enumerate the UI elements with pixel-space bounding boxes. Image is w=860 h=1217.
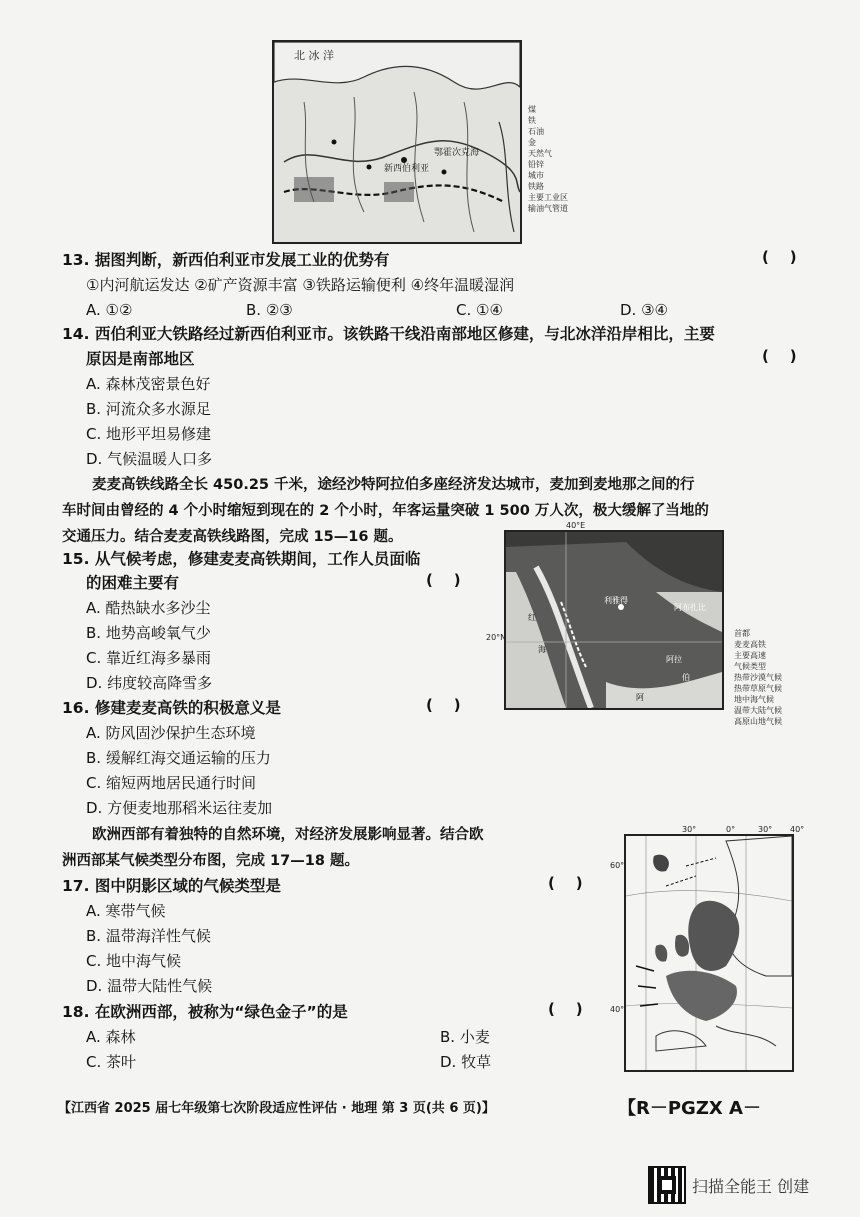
q17-stem: 17. 图中阴影区域的气候类型是 (62, 877, 281, 895)
siberia-city-label: 鄂霍次克海 (434, 148, 480, 158)
arabia-capital-label: 利雅得 (604, 596, 628, 605)
q16-option-c[interactable]: C. 缩短两地居民通行时间 (86, 774, 257, 792)
arabia-map-legend (734, 628, 814, 727)
arabia-lat-label: 20°N (486, 633, 507, 642)
intro-17-18-line2: 洲西部某气候类型分布图，完成 17—18 题。 (62, 853, 359, 869)
arabia-region-label: 阿 (636, 693, 644, 702)
q16-option-b[interactable]: B. 缓解红海交通运输的压力 (86, 749, 271, 767)
q13-stem: 13. 据图判断，新西伯利亚市发展工业的优势有 (62, 251, 390, 269)
q16-option-d[interactable]: D. 方便麦地那稻米运往麦加 (86, 799, 273, 817)
q13-option-a[interactable]: A. ①② (86, 301, 133, 319)
q17-answer-paren[interactable]: ( ) (548, 874, 583, 892)
europe-lat-label-2: 40° (610, 1005, 625, 1014)
q17-option-c[interactable]: C. 地中海气候 (86, 952, 182, 970)
q18-option-a[interactable]: A. 森林 (86, 1028, 136, 1046)
q14-option-b[interactable]: B. 河流众多水源足 (86, 400, 211, 418)
legend-mediterranean: 地中海气候 (734, 695, 774, 704)
q13-statements: ①内河航运发达 ②矿产资源丰富 ③铁路运输便利 ④终年温暖湿润 (86, 276, 515, 294)
qr-code-icon (648, 1166, 686, 1204)
legend-industrial-zone: 主要工业区 (528, 193, 568, 202)
page-footer: 【江西省 2025 届七年级第七次阶段适应性评估 · 地理 第 3 页(共 6 页)】 (58, 1101, 495, 1116)
legend-coal: 煤 (528, 105, 536, 114)
paper-code: 【R－PGZX A－ (618, 1098, 761, 1119)
legend-temperate-continental: 温带大陆气候 (734, 706, 782, 715)
q15-answer-paren[interactable]: ( ) (426, 571, 461, 589)
intro-15-16-line3: 交通压力。结合麦麦高铁线路图，完成 15—16 题。 (62, 529, 403, 545)
scanner-watermark-text: 扫描全能王 创建 (692, 1176, 810, 1196)
legend-gas: 天然气 (528, 149, 552, 158)
legend-city: 城市 (528, 171, 544, 180)
legend-lead-zinc: 铅锌 (528, 160, 544, 169)
arabia-lon-label: 40°E (566, 521, 586, 530)
q15-option-b[interactable]: B. 地势高峻氧气少 (86, 624, 211, 642)
arabia-country-label-1: 阿拉 (666, 655, 682, 664)
q13-option-d[interactable]: D. ③④ (620, 301, 668, 319)
arabia-country-label-2: 伯 (682, 673, 690, 682)
siberia-region-label: 新西伯利亚 (384, 164, 430, 174)
q15-option-c[interactable]: C. 靠近红海多暴雨 (86, 649, 212, 667)
q18-option-c[interactable]: C. 茶叶 (86, 1053, 137, 1071)
legend-highway: 主要高速 (734, 651, 766, 660)
europe-map-drawing (626, 836, 792, 1070)
legend-tropical-desert: 热带沙漠气候 (734, 673, 782, 682)
europe-lon-label-1: 30° (682, 825, 697, 834)
q16-answer-paren[interactable]: ( ) (426, 696, 461, 714)
legend-oil: 石油 (528, 127, 544, 136)
europe-map (624, 834, 794, 1072)
q17-option-b[interactable]: B. 温带海洋性气候 (86, 927, 211, 945)
intro-17-18-line1: 欧洲西部有着独特的自然环境，对经济发展影响显著。结合欧 (92, 827, 484, 843)
legend-highland: 高原山地气候 (734, 717, 782, 726)
q15-stem-line1: 15. 从气候考虑，修建麦麦高铁期间，工作人员面临 (62, 550, 421, 568)
q14-stem-line1: 14. 西伯利亚大铁路经过新西伯利亚市。该铁路干线沿南部地区修建，与北冰洋沿岸相比，主要 (62, 325, 715, 343)
legend-iron: 铁 (528, 116, 536, 125)
legend-pipeline: 输油气管道 (528, 204, 568, 213)
arabia-abu-dhabi-label: 阿布扎比 (674, 603, 706, 612)
europe-lat-label-1: 60° (610, 861, 625, 870)
q13-answer-paren[interactable]: ( ) (762, 248, 797, 266)
q14-stem-line2: 原因是南部地区 (86, 350, 195, 368)
q13-option-b[interactable]: B. ②③ (246, 301, 293, 319)
q16-option-a[interactable]: A. 防风固沙保护生态环境 (86, 724, 256, 742)
q13-option-c[interactable]: C. ①④ (456, 301, 503, 319)
q14-option-d[interactable]: D. 气候温暖人口多 (86, 450, 213, 468)
legend-railway: 铁路 (528, 182, 544, 191)
q15-option-d[interactable]: D. 纬度较高降雪多 (86, 674, 213, 692)
q18-option-d[interactable]: D. 牧草 (440, 1053, 492, 1071)
legend-climate-title: 气候类型 (734, 662, 766, 671)
europe-lon-label-2: 0° (726, 825, 736, 834)
siberia-sea-label: 北 冰 洋 (294, 49, 334, 62)
legend-hsr: 麦麦高铁 (734, 640, 766, 649)
europe-lon-label-3: 30° (758, 825, 773, 834)
intro-15-16-line1: 麦麦高铁线路全长 450.25 千米，途经沙特阿拉伯多座经济发达城市，麦加到麦地那之间的行 (92, 477, 695, 493)
q18-answer-paren[interactable]: ( ) (548, 1000, 583, 1018)
arabia-sea-label-2: 海 (538, 645, 546, 654)
q15-stem-line2: 的困难主要有 (86, 574, 180, 592)
q15-option-a[interactable]: A. 酷热缺水多沙尘 (86, 599, 211, 617)
europe-lon-label-4: 40° (790, 825, 805, 834)
legend-capital: 首都 (734, 629, 750, 638)
q18-option-b[interactable]: B. 小麦 (440, 1028, 490, 1046)
intro-15-16-line2: 车时间由曾经的 4 个小时缩短到现在的 2 个小时，年客运量突破 1 500 万人次，极大缓解了当地的 (62, 503, 709, 519)
q14-answer-paren[interactable]: ( ) (762, 347, 797, 365)
q16-stem: 16. 修建麦麦高铁的积极意义是 (62, 699, 281, 717)
q18-stem: 18. 在欧洲西部，被称为“绿色金子”的是 (62, 1003, 348, 1021)
q14-option-c[interactable]: C. 地形平坦易修建 (86, 425, 212, 443)
legend-tropical-savanna: 热带草原气候 (734, 684, 782, 693)
siberia-map-legend (528, 104, 608, 214)
siberia-map-drawing (274, 42, 520, 242)
q14-option-a[interactable]: A. 森林茂密景色好 (86, 375, 211, 393)
arabia-sea-label-1: 红 (528, 613, 536, 622)
scanner-watermark (648, 1166, 809, 1204)
q17-option-d[interactable]: D. 温带大陆性气候 (86, 977, 213, 995)
arabia-map (504, 530, 724, 710)
legend-gold: 金 (528, 138, 536, 147)
q17-option-a[interactable]: A. 寒带气候 (86, 902, 166, 920)
siberia-map (272, 40, 522, 244)
